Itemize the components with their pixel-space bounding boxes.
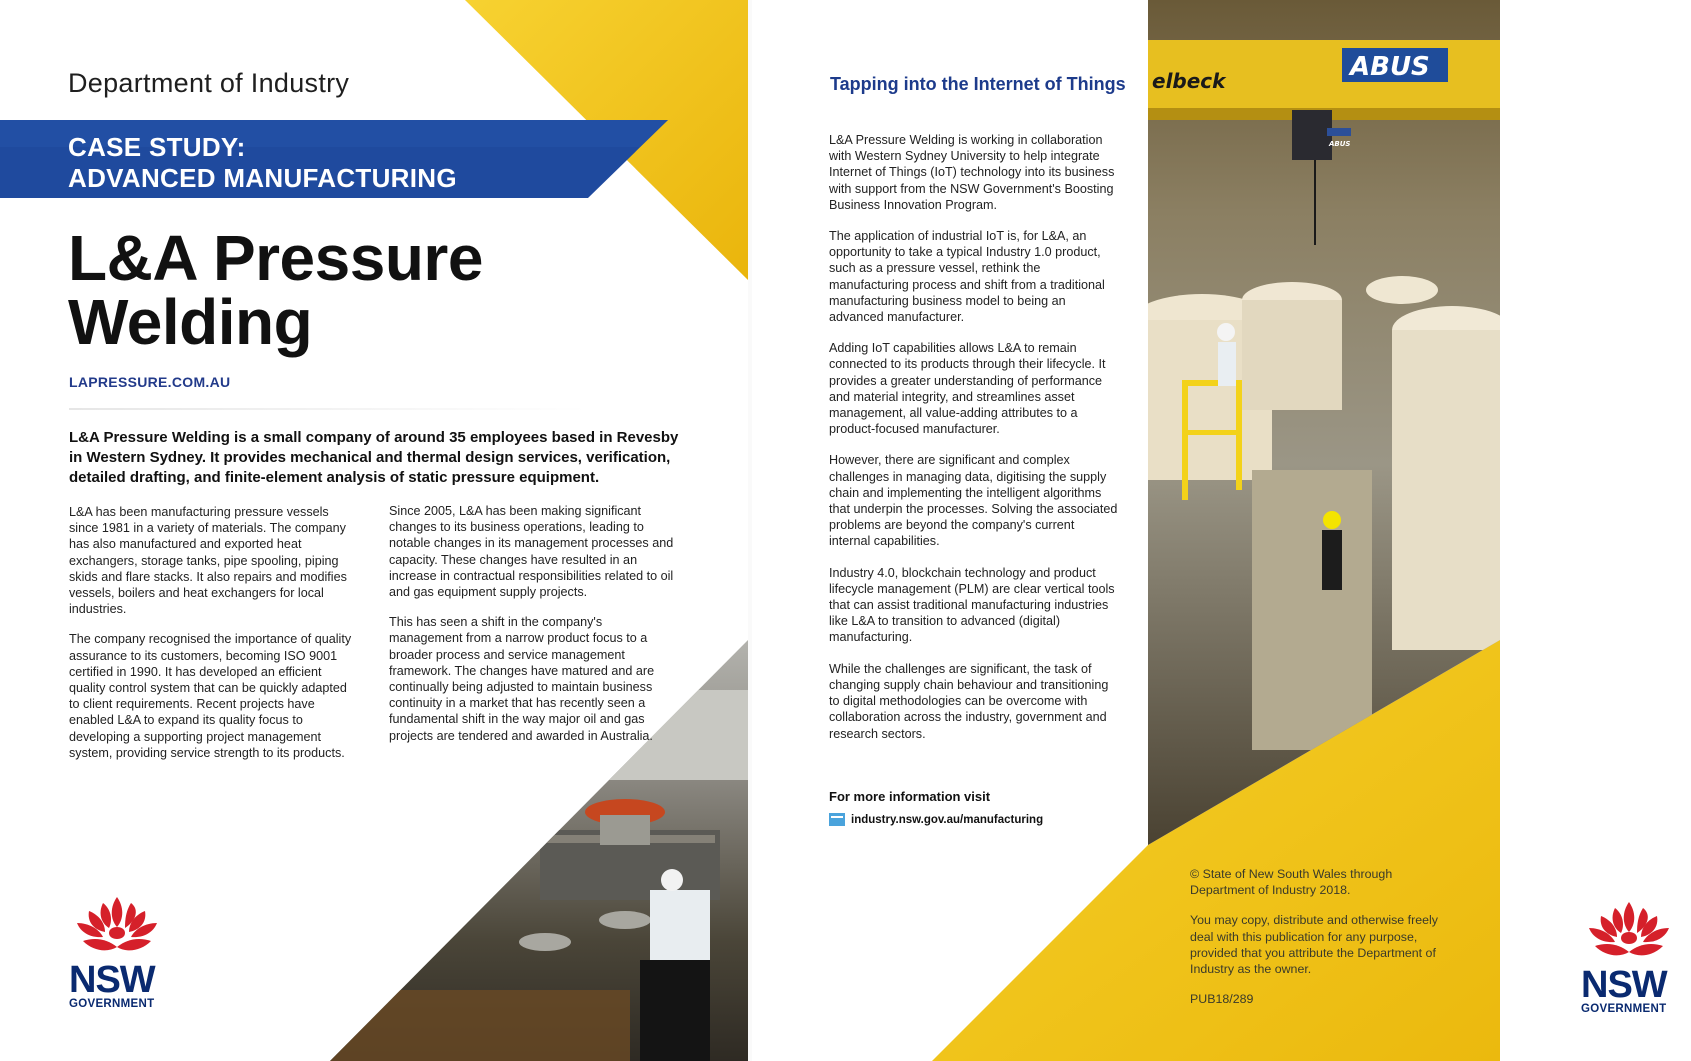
banner-line-2: ADVANCED MANUFACTURING bbox=[68, 163, 457, 193]
waratah-flower-icon bbox=[69, 895, 165, 957]
logo-nsw-text: NSW bbox=[1581, 964, 1667, 1006]
intro-paragraph: L&A Pressure Welding is a small company of around 35 employees based in Revesby in Western Sydney. It provides mechanical and thermal design services, verification, detailed drafting, and finite-element analysis of static pressure equipment. bbox=[69, 429, 679, 486]
paragraph: While the challenges are significant, the task of changing supply chain behaviour and transitioning to digital methodologies can be overcome with collaboration across the industry, government and research sectors. bbox=[829, 661, 1109, 741]
body-column-1 bbox=[69, 504, 359, 775]
paragraph: L&A Pressure Welding is working in collaboration with Western Sydney University to help integrate Internet of Things (IoT) technology into its business with support from the NSW Government's Boosting Business Innovation Program. bbox=[829, 133, 1115, 212]
copyright-text: © State of New South Wales through Department of Industry 2018. bbox=[1190, 867, 1393, 898]
company-website-link[interactable]: LAPRESSURE.COM.AU bbox=[69, 374, 231, 390]
paragraph: L&A has been manufacturing pressure vessels since 1981 in a variety of materials. The company has also manufactured and exported heat exchangers, storage tanks, pipe spooling, piping skids and flare stacks. It also repairs and modifies vessels, boilers and heat exchangers for local industries. bbox=[69, 505, 347, 617]
nsw-government-logo bbox=[1581, 900, 1691, 1015]
crane-hoist-label: ABUS bbox=[1329, 140, 1351, 148]
license-text: You may copy, distribute and otherwise freely deal with this publication for any purpose, provided that you attribute the Department of Industry as the owner. bbox=[1190, 913, 1438, 977]
more-info-url[interactable]: industry.nsw.gov.au/manufacturing bbox=[851, 813, 1044, 826]
section-title: Tapping into the Internet of Things bbox=[830, 74, 1126, 94]
paragraph: Since 2005, L&A has been making significant changes to its business operations, leading to notable changes in its management processes and capacity. These changes have resulted in an increase in contractual responsibilities related to oil and gas equipment supply projects. bbox=[389, 504, 674, 600]
paragraph: The company recognised the importance of quality assurance to its customers, becoming ISO 9001 certified in 1990. It has developed an efficient quality control system that can be quickly adapted to client requirements. Recent projects have enabled L&A to expand its quality focus to developing a supporting project management system, providing service strength to its products. bbox=[69, 632, 352, 760]
more-info-heading: For more information visit bbox=[829, 789, 991, 804]
department-name: Department of Industry bbox=[68, 68, 350, 98]
title-line-2: Welding bbox=[68, 286, 313, 358]
logo-government-text: GOVERNMENT bbox=[1581, 1003, 1667, 1015]
legal-notice bbox=[1190, 866, 1450, 1021]
web-link-icon bbox=[829, 813, 845, 826]
crane-partial-text: elbeck bbox=[1152, 69, 1226, 93]
publication-code: PUB18/289 bbox=[1190, 992, 1254, 1007]
left-page bbox=[0, 0, 748, 1061]
paragraph: However, there are significant and complex challenges in managing data, digitising the supply chain and implementing the intelligent algorithms that underpin the processes. Solving the associated problems are beyond the company's current internal capabilities. bbox=[829, 453, 1118, 549]
right-body-column bbox=[829, 132, 1119, 757]
waratah-flower-icon bbox=[1581, 900, 1677, 962]
crane-brand-label: ABUS bbox=[1350, 52, 1430, 82]
divider bbox=[69, 408, 589, 410]
page-title bbox=[68, 222, 483, 358]
banner-line-1: CASE STUDY: bbox=[68, 132, 246, 162]
right-page bbox=[752, 0, 1667, 1061]
more-info-link[interactable] bbox=[829, 813, 1043, 826]
case-study-banner bbox=[68, 132, 457, 194]
nsw-government-logo bbox=[69, 895, 179, 1010]
logo-government-text: GOVERNMENT bbox=[69, 998, 155, 1010]
logo-nsw-text: NSW bbox=[69, 959, 155, 1001]
paragraph: Adding IoT capabilities allows L&A to remain connected to its products through their lifecycle. It provides a greater understanding of performance and material integrity, and streamlines asset management, all value-adding attributes to a product-focused manufacturer. bbox=[829, 341, 1106, 437]
title-line-1: L&A Pressure bbox=[68, 222, 483, 294]
paragraph: Industry 4.0, blockchain technology and product lifecycle management (PLM) are clear vertical tools that can assist traditional manufacturing industries like L&A to transition to advanced (digital) manufacturing. bbox=[829, 565, 1115, 645]
body-column-2 bbox=[389, 503, 679, 758]
paragraph: This has seen a shift in the company's management from a narrow product focus to a broader process and service management framework. The changes have matured and are continually being adjusted to maintain business continuity in a market that has recently seen a fundamental shift in the way major oil and gas projects are tendered and awarded in Australia. bbox=[389, 615, 655, 743]
paragraph: The application of industrial IoT is, for L&A, an opportunity to take a typical Industry 1.0 product, such as a pressure vessel, rethink the manufacturing process and shift from a traditional manufacturing business model to being an advanced manufacturer. bbox=[829, 229, 1105, 325]
